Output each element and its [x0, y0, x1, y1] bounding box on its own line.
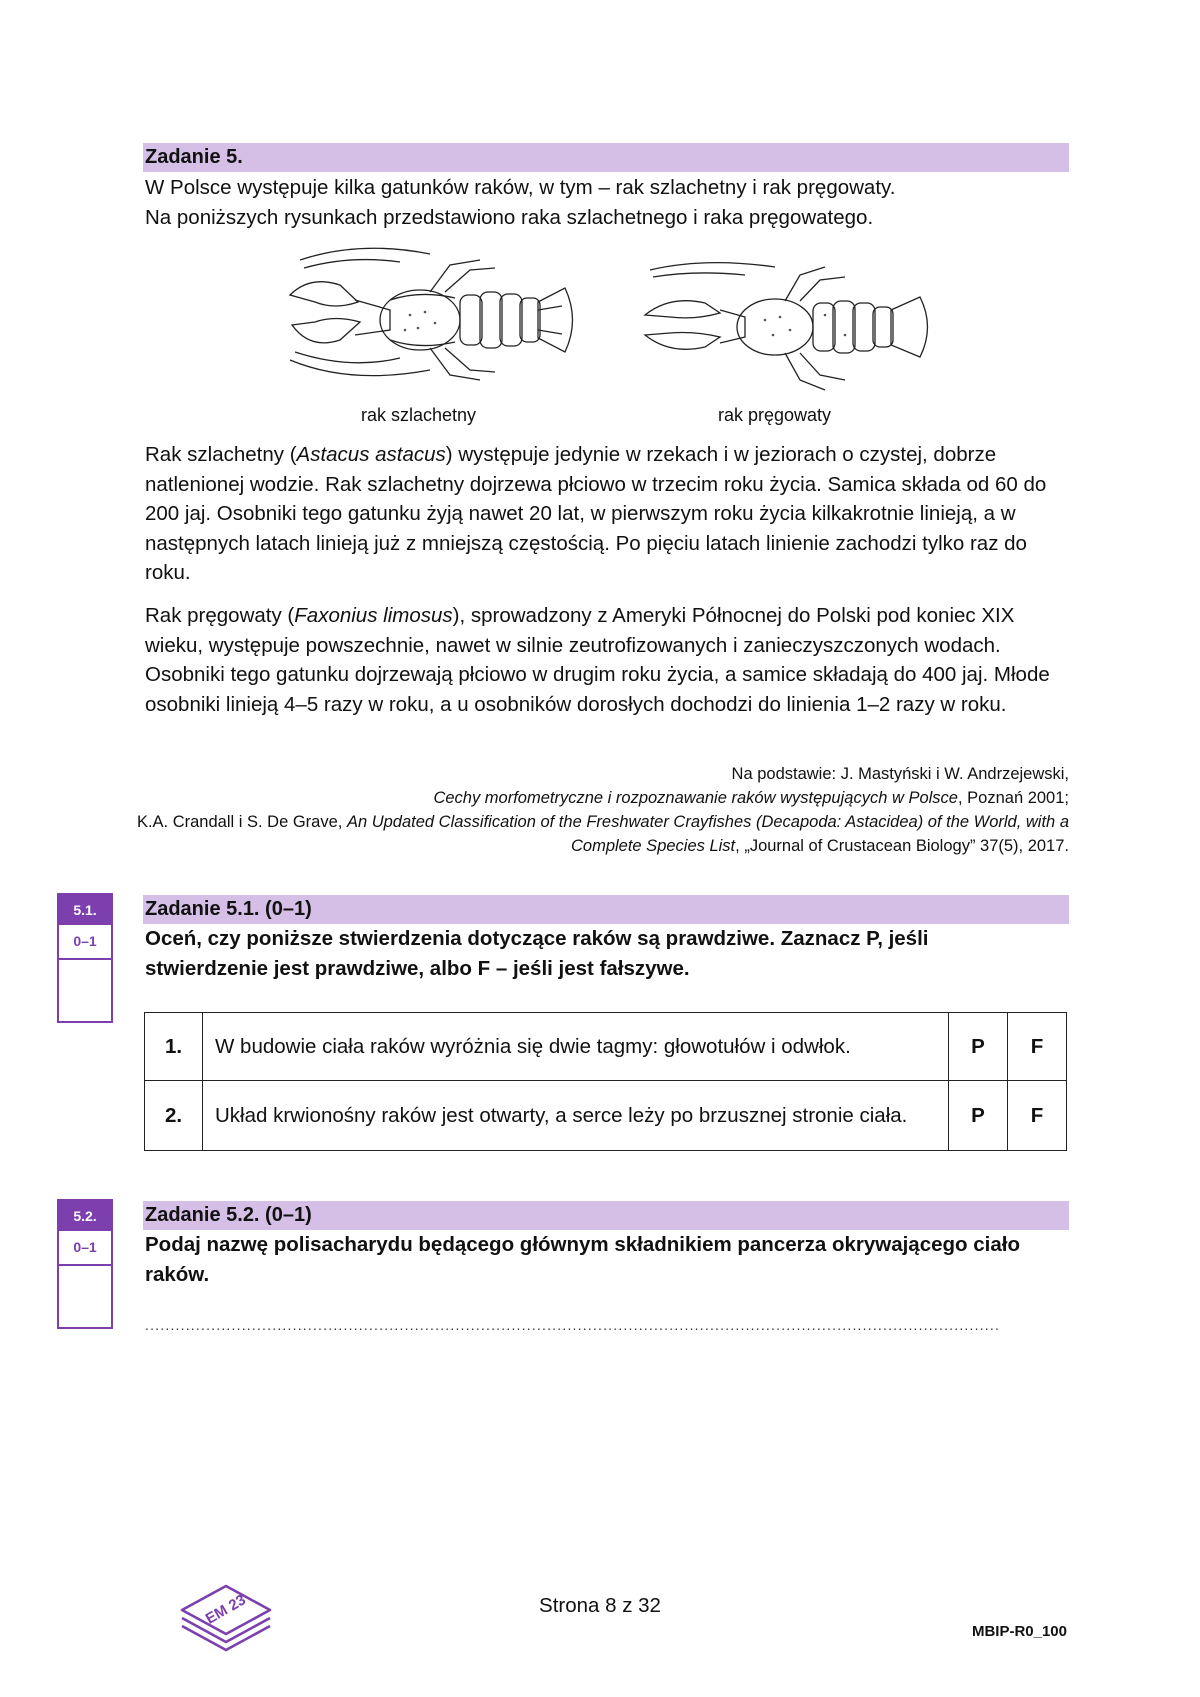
- true-false-table: [144, 1012, 1067, 1151]
- row-number: 1.: [145, 1013, 203, 1081]
- intro-line-1: W Polsce występuje kilka gatunków raków, w tym – rak szlachetny i rak pręgowaty.: [145, 176, 896, 199]
- score-box-number: 5.2.: [59, 1201, 111, 1231]
- para1-part-a: Rak szlachetny (: [145, 443, 297, 466]
- score-box-points: 0–1: [59, 1231, 111, 1266]
- source-line-2: [119, 786, 1069, 810]
- false-option[interactable]: F: [1008, 1013, 1067, 1081]
- para1-part-b: ) występuje jedynie w rzekach i w jeziorach o czystej, dobrze natlenionej wodzie. Rak szlachetny dojrzewa płciowo w trzecim roku życia. Samica składa od 60 do 200 jaj. Osobniki tego gatunku żyją nawet 20 lat, w pierwszym roku życia kilkakrotnie linieją, a w następnych latach linieją już z mniejszą częstością. Po pięciu latach linienie zachodzi tylko raz do roku.: [145, 443, 1047, 584]
- source-rest-1: , Poznań 2001;: [957, 789, 1069, 807]
- paragraph-spinycheek-crayfish: [145, 601, 1075, 719]
- statement-text: Układ krwionośny raków jest otwarty, a serce leży po brzusznej stronie ciała.: [203, 1081, 949, 1151]
- logo-text: EM 23: [202, 1591, 249, 1628]
- source-authors-2: K.A. Crandall i S. De Grave,: [136, 813, 347, 831]
- source-line-3: [119, 810, 1069, 858]
- table-row: [145, 1013, 1067, 1081]
- statement-text: W budowie ciała raków wyróżnia się dwie tagmy: głowotułów i odwłok.: [203, 1013, 949, 1081]
- task5-1-instruction: Oceń, czy poniższe stwierdzenia dotyczące raków są prawdziwe. Zaznacz P, jeśli stwierdzenie jest prawdziwe, albo F – jeśli jest fałszywe.: [145, 927, 929, 980]
- task5-1-header: Zadanie 5.1. (0–1): [143, 895, 1069, 924]
- score-box-points: 0–1: [59, 925, 111, 960]
- answer-line[interactable]: ........................................................................................................................................................................: [145, 1317, 1001, 1333]
- em23-logo: [176, 1578, 276, 1658]
- true-option[interactable]: P: [949, 1081, 1008, 1151]
- caption-noble-crayfish: rak szlachetny: [361, 405, 477, 425]
- score-box-5-1: [57, 893, 113, 1023]
- source-title-1: Cechy morfometryczne i rozpoznawanie raków występujących w Polsce: [433, 789, 958, 807]
- score-box-5-2: [57, 1199, 113, 1329]
- caption-spinycheek-crayfish: rak pręgowaty: [718, 405, 832, 425]
- score-box-blank[interactable]: [59, 1266, 111, 1327]
- para1-latin-name: Astacus astacus: [296, 443, 446, 466]
- task5-header: Zadanie 5.: [143, 143, 1069, 172]
- para2-latin-name: Faxonius limosus: [294, 604, 453, 627]
- para2-part-b: ), sprowadzony z Ameryki Północnej do Polski pod koniec XIX wieku, występuje powszechnie, nawet w silnie zeutrofizowanych i zanieczyszczonych wodach. Osobniki tego gatunku dojrzewają płciowo w drugim roku życia, a samice składają do 400 jaj. Młode osobniki linieją 4–5 razy w roku, a u osobników dorosłych dochodzi do linienia 1–2 razy w roku.: [145, 604, 1050, 716]
- false-option[interactable]: F: [1008, 1081, 1067, 1151]
- paragraph-noble-crayfish: [145, 440, 1075, 588]
- task5-2-header: Zadanie 5.2. (0–1): [143, 1201, 1069, 1230]
- task5-2-instruction: Podaj nazwę polisacharydu będącego głównym składnikiem pancerza okrywającego ciało raków.: [145, 1233, 1020, 1286]
- spinycheek-crayfish-drawing: [635, 255, 945, 405]
- table-row: [145, 1081, 1067, 1151]
- source-citation: [119, 762, 1069, 858]
- score-box-blank[interactable]: [59, 960, 111, 1021]
- source-line-1: Na podstawie: J. Mastyński i W. Andrzejewski,: [731, 765, 1069, 783]
- row-number: 2.: [145, 1081, 203, 1151]
- true-option[interactable]: P: [949, 1013, 1008, 1081]
- exam-code: MBIP-R0_100: [971, 1623, 1067, 1640]
- para2-part-a: Rak pręgowaty (: [145, 604, 295, 627]
- noble-crayfish-drawing: [280, 240, 590, 400]
- source-rest-2: , „Journal of Crustacean Biology” 37(5), 2017.: [735, 837, 1069, 855]
- source-title-2: An Updated Classification of the Freshwater Crayfishes (Decapoda: Astacidea) of the World, with a Complete Species List: [346, 813, 1069, 855]
- score-box-number: 5.1.: [59, 895, 111, 925]
- intro-line-2: Na poniższych rysunkach przedstawiono raka szlachetnego i raka pręgowatego.: [145, 205, 874, 229]
- task5-intro: [145, 173, 1075, 232]
- page-number: Strona 8 z 32: [539, 1594, 661, 1617]
